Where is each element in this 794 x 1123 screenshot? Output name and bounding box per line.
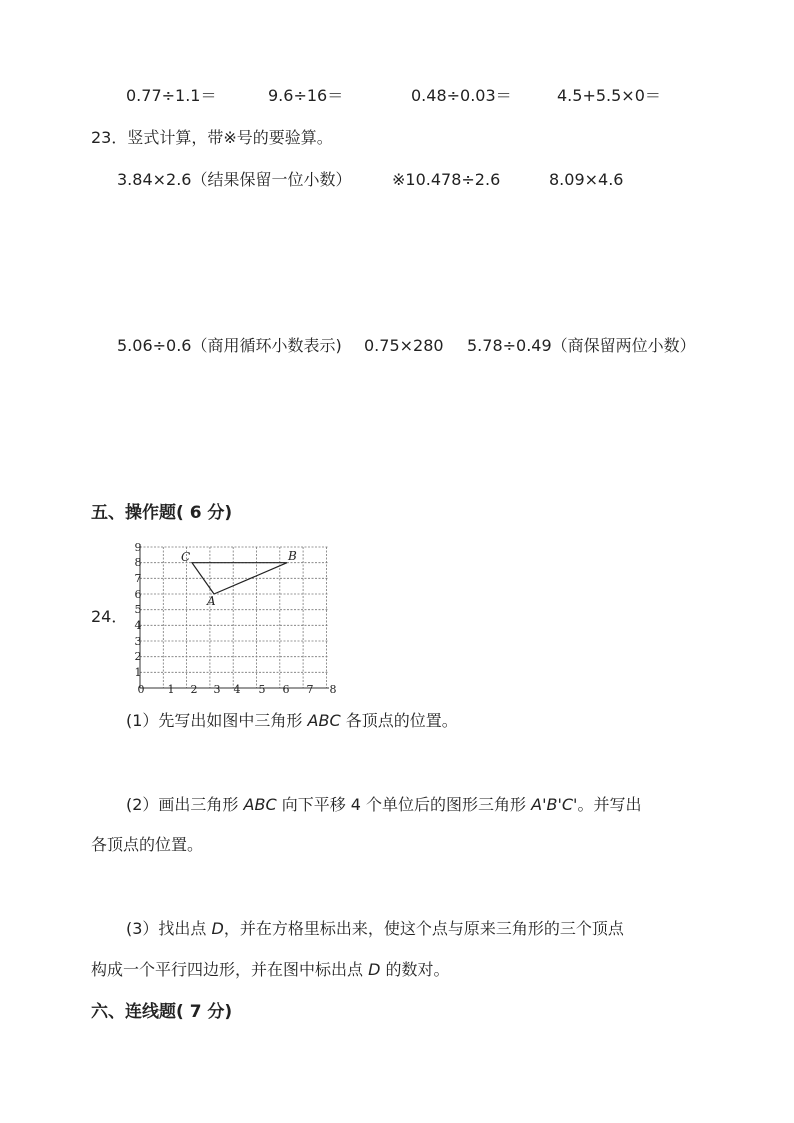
grid-lines bbox=[140, 547, 329, 688]
q24-sub2-line2: 各顶点的位置。 bbox=[91, 835, 204, 854]
y-tick-label: 9 bbox=[134, 541, 142, 554]
x-tick-label: 6 bbox=[282, 683, 290, 696]
y-tick-label: 6 bbox=[134, 588, 142, 601]
triangle-name: ABC bbox=[307, 711, 341, 730]
y-tick-label: 1 bbox=[134, 666, 142, 679]
y-tick-label: 3 bbox=[134, 635, 142, 648]
q23-problem-1: 3.84×2.6（结果保留一位小数） bbox=[117, 170, 352, 189]
point-d-name: D bbox=[211, 919, 224, 938]
y-tick-label: 8 bbox=[134, 556, 142, 569]
q24-sub3-text: (3）找出点 bbox=[126, 919, 212, 938]
y-tick-label: 4 bbox=[134, 619, 142, 632]
q24-sub2 bbox=[126, 795, 641, 815]
translated-triangle-name: A'B'C' bbox=[531, 795, 578, 814]
section-6-title: 六、连线题( 7 分) bbox=[91, 1002, 233, 1022]
grid-axes bbox=[140, 544, 329, 688]
q24-sub3-line2-text: 构成一个平行四边形，并在图中标出点 bbox=[91, 960, 369, 979]
x-tick-label: 2 bbox=[190, 683, 198, 696]
oral-calc-2: 9.6÷16＝ bbox=[268, 86, 344, 105]
point-d-name: D bbox=[368, 960, 381, 979]
q24-sub1-text-end: 各顶点的位置。 bbox=[340, 711, 458, 730]
q24-sub3 bbox=[126, 919, 624, 939]
q23-problem-4: 5.06÷0.6（商用循环小数表示) bbox=[117, 336, 342, 355]
q24-sub2-text-mid: 向下平移 4 个单位后的图形三角形 bbox=[276, 795, 532, 814]
oral-calc-4: 4.5+5.5×0＝ bbox=[557, 86, 661, 105]
triangle-name: ABC bbox=[243, 795, 277, 814]
section-5-title: 五、操作题( 6 分) bbox=[91, 503, 233, 523]
vertex-b-label: B bbox=[288, 549, 297, 563]
vertex-c-label: C bbox=[181, 550, 191, 564]
vertex-a-label: A bbox=[207, 594, 216, 608]
x-tick-label: 1 bbox=[167, 683, 175, 696]
oral-calc-3: 0.48÷0.03＝ bbox=[411, 86, 512, 105]
y-tick-label: 5 bbox=[134, 603, 142, 616]
oral-calc-1: 0.77÷1.1＝ bbox=[126, 86, 217, 105]
y-tick-label: 2 bbox=[134, 650, 142, 663]
x-tick-label: 8 bbox=[329, 683, 337, 696]
q24-sub3-line2-end: 的数对。 bbox=[380, 960, 450, 979]
q23-problem-3: 8.09×4.6 bbox=[549, 170, 624, 189]
q24-sub3-text-end: ，并在方格里标出来，使这个点与原来三角形的三个顶点 bbox=[223, 919, 624, 938]
question-24-label: 24． bbox=[91, 607, 128, 626]
x-tick-label: 4 bbox=[233, 683, 241, 696]
q24-sub3-line2 bbox=[91, 960, 450, 980]
q24-sub2-text: (2）画出三角形 bbox=[126, 795, 244, 814]
q24-sub2-text-end: 。并写出 bbox=[577, 795, 642, 814]
x-tick-label: 7 bbox=[306, 683, 314, 696]
x-tick-label: 0 bbox=[137, 683, 145, 696]
q24-sub1-text: (1）先写出如图中三角形 bbox=[126, 711, 308, 730]
q23-problem-2: ※10.478÷2.6 bbox=[392, 170, 501, 189]
coordinate-grid bbox=[130, 538, 340, 703]
y-tick-label: 7 bbox=[134, 572, 142, 585]
question-23-label: 23．竖式计算，带※号的要验算。 bbox=[91, 128, 333, 147]
q23-problem-6: 5.78÷0.49（商保留两位小数） bbox=[467, 336, 696, 355]
q24-sub1 bbox=[126, 711, 458, 731]
x-tick-label: 5 bbox=[258, 683, 266, 696]
x-tick-label: 3 bbox=[213, 683, 221, 696]
q23-problem-5: 0.75×280 bbox=[364, 336, 444, 355]
